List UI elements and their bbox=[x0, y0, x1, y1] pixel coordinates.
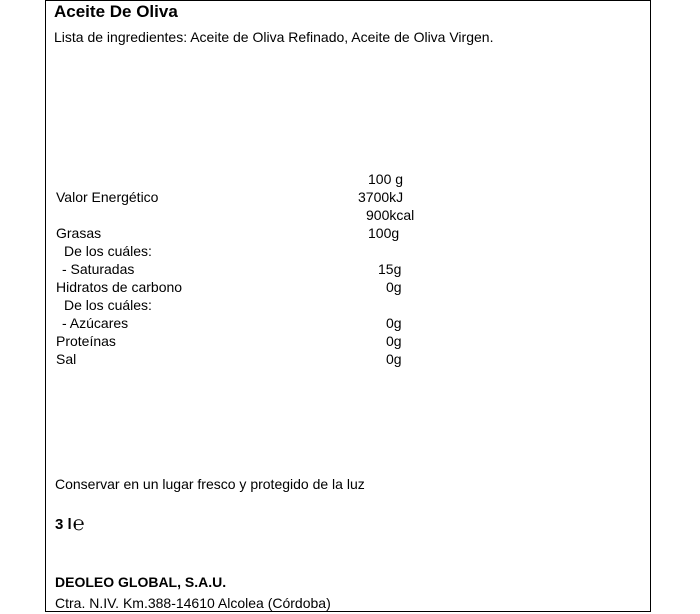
nutrient-label-saturated: - Saturadas bbox=[62, 261, 135, 277]
energy-kj-value: 3700kJ bbox=[358, 189, 404, 205]
storage-instructions: Conservar en un lugar fresco y protegido de la luz bbox=[55, 476, 365, 492]
company-address: Ctra. N.IV. Km.388-14610 Alcolea (Córdoba) bbox=[55, 595, 331, 611]
nutrient-value-carbohydrates: 0g bbox=[386, 279, 402, 295]
nutrient-label-salt: Sal bbox=[56, 351, 77, 367]
ingredients-list: Lista de ingredientes: Aceite de Oliva Refinado, Aceite de Oliva Virgen. bbox=[54, 29, 494, 45]
nutrient-value-protein: 0g bbox=[386, 333, 402, 349]
nutrient-label-protein: Proteínas bbox=[56, 333, 116, 349]
nutrient-value-fat: 100g bbox=[368, 225, 400, 241]
nutrition-header-per-100g: 100 g bbox=[368, 171, 404, 187]
estimated-sign-icon: ℮ bbox=[72, 513, 85, 535]
net-quantity bbox=[55, 515, 85, 533]
nutrient-label-sugars: - Azúcares bbox=[62, 315, 129, 331]
nutrient-value-saturated: 15g bbox=[378, 261, 402, 277]
nutrient-sublabel-of-which: De los cuáles: bbox=[64, 243, 152, 259]
nutrient-label-fat: Grasas bbox=[56, 225, 102, 241]
energy-kcal-value: 900kcal bbox=[366, 207, 415, 223]
energy-label: Valor Energético bbox=[56, 189, 159, 205]
product-title: Aceite De Oliva bbox=[54, 2, 178, 21]
nutrient-label-carbohydrates: Hidratos de carbono bbox=[56, 279, 183, 295]
company-name: DEOLEO GLOBAL, S.A.U. bbox=[55, 574, 227, 590]
nutrient-value-salt: 0g bbox=[386, 351, 402, 367]
nutrient-sublabel-of-which: De los cuáles: bbox=[64, 297, 152, 313]
net-quantity-amount: 3 l bbox=[55, 516, 72, 533]
nutrient-value-sugars: 0g bbox=[386, 315, 402, 331]
